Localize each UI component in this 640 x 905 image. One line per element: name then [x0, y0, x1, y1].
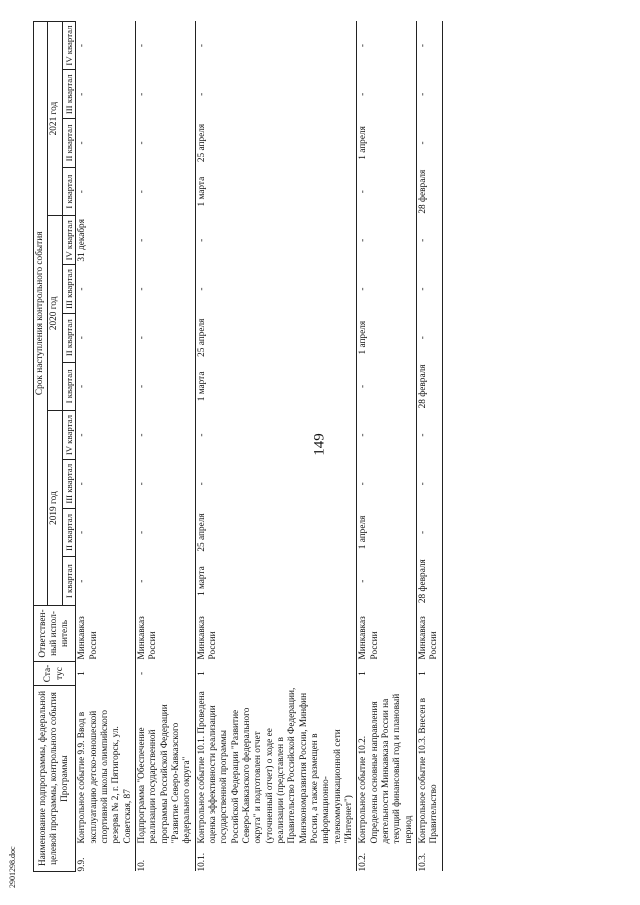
- header-year: 2019 год: [48, 411, 62, 606]
- quarter-cell: 28 февраля: [416, 167, 442, 216]
- quarter-cell: -: [136, 265, 196, 314]
- quarter-cell: -: [416, 265, 442, 314]
- header-quarter: III квартал: [62, 265, 76, 314]
- header-quarter: I квартал: [62, 362, 76, 411]
- quarter-cell: -: [76, 70, 136, 119]
- header-quarter: IV квартал: [62, 216, 76, 265]
- quarter-cell: -: [357, 216, 417, 265]
- row-responsible: Минкавказ России: [76, 605, 136, 661]
- header-quarter: IV квартал: [62, 411, 76, 460]
- quarter-cell: 25 апреля: [195, 119, 357, 168]
- header-quarter: III квартал: [62, 459, 76, 508]
- quarter-cell: -: [136, 167, 196, 216]
- table-row: [416, 21, 442, 871]
- quarter-cell: -: [357, 557, 417, 606]
- header-year: 2020 год: [48, 216, 62, 411]
- quarter-cell: -: [195, 21, 357, 70]
- document-code: 2901298.doc: [8, 846, 17, 888]
- row-status: 1: [416, 661, 442, 685]
- quarter-cell: -: [136, 216, 196, 265]
- quarter-cell: -: [76, 411, 136, 460]
- quarter-cell: -: [136, 70, 196, 119]
- quarter-cell: -: [357, 21, 417, 70]
- quarter-cell: -: [195, 216, 357, 265]
- quarter-cell: -: [195, 70, 357, 119]
- row-status: -: [136, 661, 196, 685]
- header-quarter: II квартал: [62, 119, 76, 168]
- quarter-cell: 1 марта: [195, 167, 357, 216]
- quarter-cell: 25 апреля: [195, 508, 357, 557]
- row-number: 10.1.: [195, 846, 357, 872]
- quarter-cell: 1 марта: [195, 557, 357, 606]
- quarter-cell: -: [136, 21, 196, 70]
- quarter-cell: 31 декабря: [76, 216, 136, 265]
- table-row: [357, 21, 417, 871]
- row-name: Контрольное событие 10.2. Определены основные направления деятельности Минкавказа России на текущий финансовый год и плановый период: [357, 685, 417, 845]
- header-quarter: II квартал: [62, 313, 76, 362]
- row-responsible: Минкавказ России: [195, 605, 357, 661]
- quarter-cell: -: [416, 119, 442, 168]
- table-row: [76, 21, 136, 871]
- control-events-table: [33, 21, 443, 872]
- quarter-cell: -: [76, 119, 136, 168]
- quarter-cell: -: [76, 508, 136, 557]
- header-year: 2021 год: [48, 21, 62, 216]
- quarter-cell: -: [357, 411, 417, 460]
- quarter-cell: -: [136, 119, 196, 168]
- quarter-cell: -: [76, 362, 136, 411]
- quarter-cell: 28 февраля: [416, 557, 442, 606]
- quarter-cell: -: [76, 265, 136, 314]
- row-name: Контрольное событие 10.1. Проведена оценка эффективности реализации государственной программы Российской Федерации "Развитие Северо-Кавказского федерального округа" и подготовлен отчет (уточненный отчет) о ходе ее реализации (представлен в Правительство Российской Федерации, Минэкономразвития России, Минфин России, а также размещен в информационно-телекоммуникационной сети "Интернет"): [195, 685, 357, 845]
- header-quarter: I квартал: [62, 167, 76, 216]
- row-status: 1: [195, 661, 357, 685]
- quarter-cell: -: [76, 313, 136, 362]
- quarter-cell: -: [195, 265, 357, 314]
- quarter-cell: -: [416, 459, 442, 508]
- row-number: 10.: [136, 846, 196, 872]
- quarter-cell: 1 марта: [195, 362, 357, 411]
- row-status: 1: [76, 661, 136, 685]
- quarter-cell: -: [357, 167, 417, 216]
- header-quarter: II квартал: [62, 508, 76, 557]
- quarter-cell: -: [195, 459, 357, 508]
- row-responsible: Минкавказ России: [357, 605, 417, 661]
- row-name: Контрольное событие 9.9. Ввод в эксплуатацию детско-юношеской спортивной школы олимпийского резерва № 2, г. Пятигорск, ул. Советская, 87: [76, 685, 136, 845]
- row-name: Подпрограмма "Обеспечение реализации государственной программы Российской Федерации "Развитие Северо-Кавказского федерального округа": [136, 685, 196, 845]
- header-quarter: III квартал: [62, 70, 76, 119]
- quarter-cell: -: [357, 362, 417, 411]
- quarter-cell: -: [136, 411, 196, 460]
- quarter-cell: -: [76, 21, 136, 70]
- header-status: Ста-тус: [34, 661, 76, 685]
- quarter-cell: -: [136, 313, 196, 362]
- quarter-cell: -: [416, 216, 442, 265]
- header-term-group: Срок наступления контрольного события: [34, 21, 48, 605]
- quarter-cell: -: [76, 459, 136, 508]
- quarter-cell: 1 апреля: [357, 508, 417, 557]
- header-quarter: I квартал: [62, 557, 76, 606]
- header-quarter: IV квартал: [62, 21, 76, 70]
- quarter-cell: 1 апреля: [357, 119, 417, 168]
- row-number: 9.9.: [76, 846, 136, 872]
- header-responsible: Ответствен-ный испол-нитель: [34, 605, 76, 661]
- quarter-cell: -: [76, 167, 136, 216]
- quarter-cell: -: [195, 411, 357, 460]
- quarter-cell: -: [416, 508, 442, 557]
- quarter-cell: -: [136, 459, 196, 508]
- rotated-table-wrapper: [33, 22, 606, 872]
- quarter-cell: -: [416, 313, 442, 362]
- quarter-cell: -: [416, 21, 442, 70]
- table-row: [136, 21, 196, 871]
- table-row: [195, 21, 357, 871]
- row-responsible: Минкавказ России: [136, 605, 196, 661]
- row-responsible: Минкавказ России: [416, 605, 442, 661]
- row-name: Контрольное событие 10.3. Внесен в Правительство: [416, 685, 442, 845]
- quarter-cell: -: [136, 557, 196, 606]
- quarter-cell: 25 апреля: [195, 313, 357, 362]
- quarter-cell: -: [357, 265, 417, 314]
- quarter-cell: -: [416, 411, 442, 460]
- row-status: 1: [357, 661, 417, 685]
- quarter-cell: -: [416, 70, 442, 119]
- quarter-cell: -: [76, 557, 136, 606]
- row-number: 10.3.: [416, 846, 442, 872]
- quarter-cell: -: [136, 362, 196, 411]
- quarter-cell: -: [357, 459, 417, 508]
- quarter-cell: -: [357, 70, 417, 119]
- table-body: [76, 21, 442, 871]
- page-number: 149: [311, 433, 328, 456]
- quarter-cell: 1 апреля: [357, 313, 417, 362]
- header-name: Наименование подпрограммы, федеральной целевой программы, контрольного события Программы: [34, 685, 76, 871]
- quarter-cell: 28 февраля: [416, 362, 442, 411]
- row-number: 10.2.: [357, 846, 417, 872]
- quarter-cell: -: [136, 508, 196, 557]
